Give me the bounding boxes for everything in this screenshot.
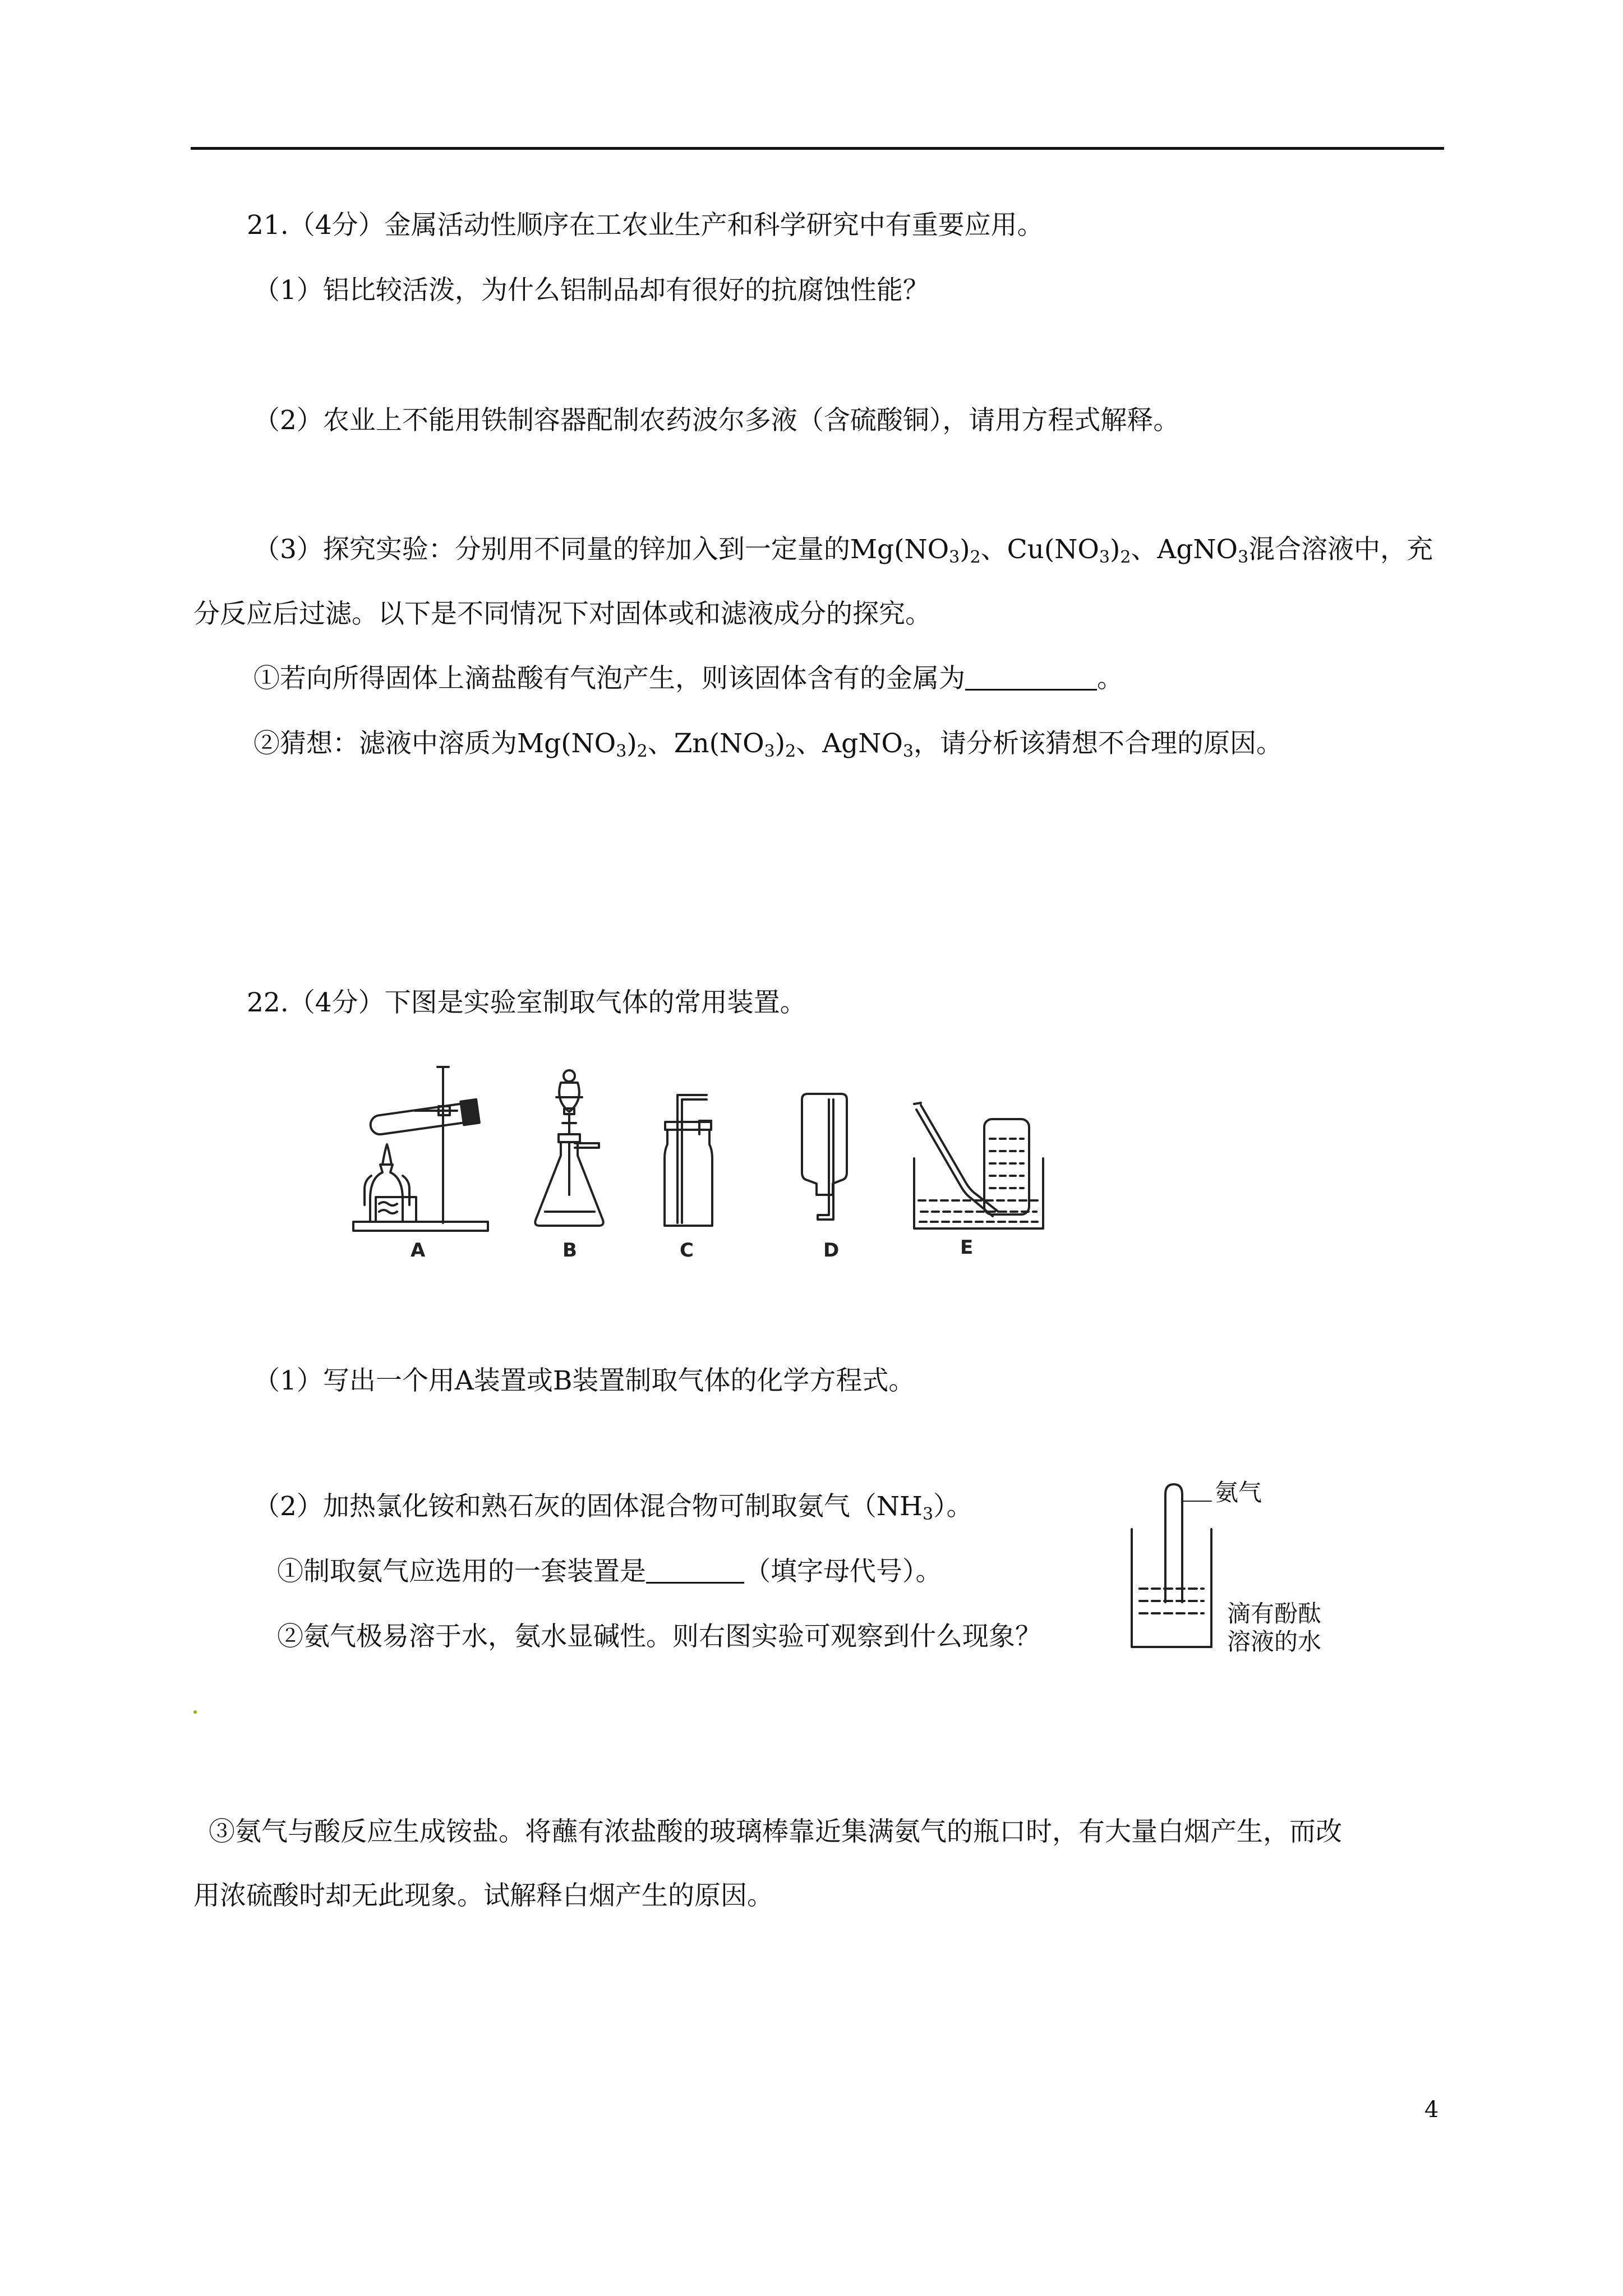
subscript: 2 bbox=[970, 547, 981, 567]
q22-part2 bbox=[253, 1490, 973, 1524]
subscript: 3 bbox=[1238, 547, 1249, 567]
q21-part3-line1-a: （3）探究实验：分别用不同量的锌加入到一定量的Mg(NO bbox=[253, 534, 949, 565]
apparatus-c bbox=[665, 1095, 712, 1226]
q22-stem: 22.（4分）下图是实验室制取气体的常用装置。 bbox=[247, 987, 806, 1018]
q22-part2-sub1-b: （填字母代号）。 bbox=[744, 1556, 942, 1587]
apparatus-label-b: B bbox=[562, 1239, 577, 1262]
q21-part3-sub2-a: ②猜想：滤液中溶质为Mg(NO bbox=[253, 728, 616, 759]
header-rule bbox=[191, 147, 1444, 150]
q21-part3-line1 bbox=[253, 533, 1433, 567]
q21-part3-line1-d: ) bbox=[1109, 534, 1121, 565]
subscript: 3 bbox=[616, 742, 627, 761]
q22-part2-b: ）。 bbox=[933, 1491, 973, 1522]
q21-part3-sub1 bbox=[253, 662, 1123, 696]
q22-part2-sub2: ②氨气极易溶于水，氨水显碱性。则右图实验可观察到什么现象？ bbox=[277, 1621, 1041, 1652]
q22-part2-sub3-line1: ③氨气与酸反应生成铵盐。将蘸有浓盐酸的玻璃棒靠近集满氨气的瓶口时，有大量白烟产生，而改 bbox=[209, 1816, 1342, 1847]
phenolphthalein-label-2: 溶液的水 bbox=[1227, 1628, 1322, 1655]
q21-part3-sub2-d: ) bbox=[774, 728, 786, 759]
stray-dot bbox=[193, 1710, 197, 1714]
subscript: 3 bbox=[902, 742, 914, 761]
q21-part3-sub2 bbox=[253, 727, 1283, 761]
answer-blank[interactable] bbox=[965, 664, 1097, 691]
q21-part3-sub2-c: 、Zn(NO bbox=[647, 728, 764, 759]
subscript: 2 bbox=[785, 742, 796, 761]
q21-part3-line1-b: ) bbox=[960, 534, 970, 565]
phenolphthalein-label-1: 滴有酚酞 bbox=[1227, 1600, 1322, 1627]
apparatus-label-a: A bbox=[411, 1239, 426, 1262]
apparatus-a bbox=[353, 1067, 488, 1231]
q22-part2-sub1-a: ①制取氨气应选用的一套装置是 bbox=[277, 1556, 646, 1587]
q21-stem: 21.（4分）金属活动性顺序在工农业生产和科学研究中有重要应用。 bbox=[247, 210, 1044, 241]
subscript: 3 bbox=[949, 547, 960, 567]
q21-part3-sub2-e: 、AgNO bbox=[796, 728, 903, 759]
subscript: 3 bbox=[764, 742, 775, 761]
q21-part3-line1-e: 、AgNO bbox=[1131, 534, 1238, 565]
ammonia-beaker-figure bbox=[1127, 1479, 1217, 1658]
q21-part3-sub2-f: ，请分析该猜想不合理的原因。 bbox=[913, 728, 1283, 759]
subscript: 2 bbox=[1120, 547, 1131, 567]
subscript: 3 bbox=[923, 1504, 934, 1524]
apparatus-e bbox=[914, 1103, 1043, 1228]
q21-part3-sub1-end: 。 bbox=[1097, 663, 1123, 694]
subscript: 3 bbox=[1099, 547, 1110, 567]
q21-part3-sub2-b: ) bbox=[626, 728, 637, 759]
q21-part2: （2）农业上不能用铁制容器配制农药波尔多液（含硫酸铜），请用方程式解释。 bbox=[253, 405, 1180, 436]
q21-part3-line2: 分反应后过滤。以下是不同情况下对固体或和滤液成分的探究。 bbox=[193, 599, 932, 629]
q21-part3-line1-f: 混合溶液中，充 bbox=[1248, 534, 1433, 565]
answer-blank[interactable] bbox=[646, 1557, 744, 1584]
apparatus-label-c: C bbox=[680, 1239, 694, 1262]
page-number: 4 bbox=[1424, 2097, 1439, 2123]
q21-part3-sub1-text: ①若向所得固体上滴盐酸有气泡产生，则该固体含有的金属为 bbox=[253, 663, 965, 694]
apparatus-label-d: D bbox=[823, 1239, 840, 1262]
lab-apparatus-figure bbox=[348, 1060, 1088, 1279]
apparatus-b bbox=[535, 1070, 603, 1226]
ammonia-gas-label: 氨气 bbox=[1215, 1479, 1262, 1506]
q22-part1: （1）写出一个用A装置或B装置制取气体的化学方程式。 bbox=[253, 1365, 915, 1396]
q22-part2-sub1 bbox=[277, 1555, 942, 1589]
subscript: 2 bbox=[637, 742, 648, 761]
apparatus-label-e: E bbox=[960, 1236, 974, 1259]
apparatus-d bbox=[802, 1094, 847, 1220]
q22-part2-a: （2）加热氯化铵和熟石灰的固体混合物可制取氨气（NH bbox=[253, 1491, 923, 1522]
q22-part2-sub3-line2: 用浓硫酸时却无此现象。试解释白烟产生的原因。 bbox=[193, 1880, 773, 1911]
q21-part1: （1）铝比较活泼，为什么铝制品却有很好的抗腐蚀性能？ bbox=[253, 275, 929, 306]
q21-part3-line1-c: 、Cu(NO bbox=[980, 534, 1099, 565]
